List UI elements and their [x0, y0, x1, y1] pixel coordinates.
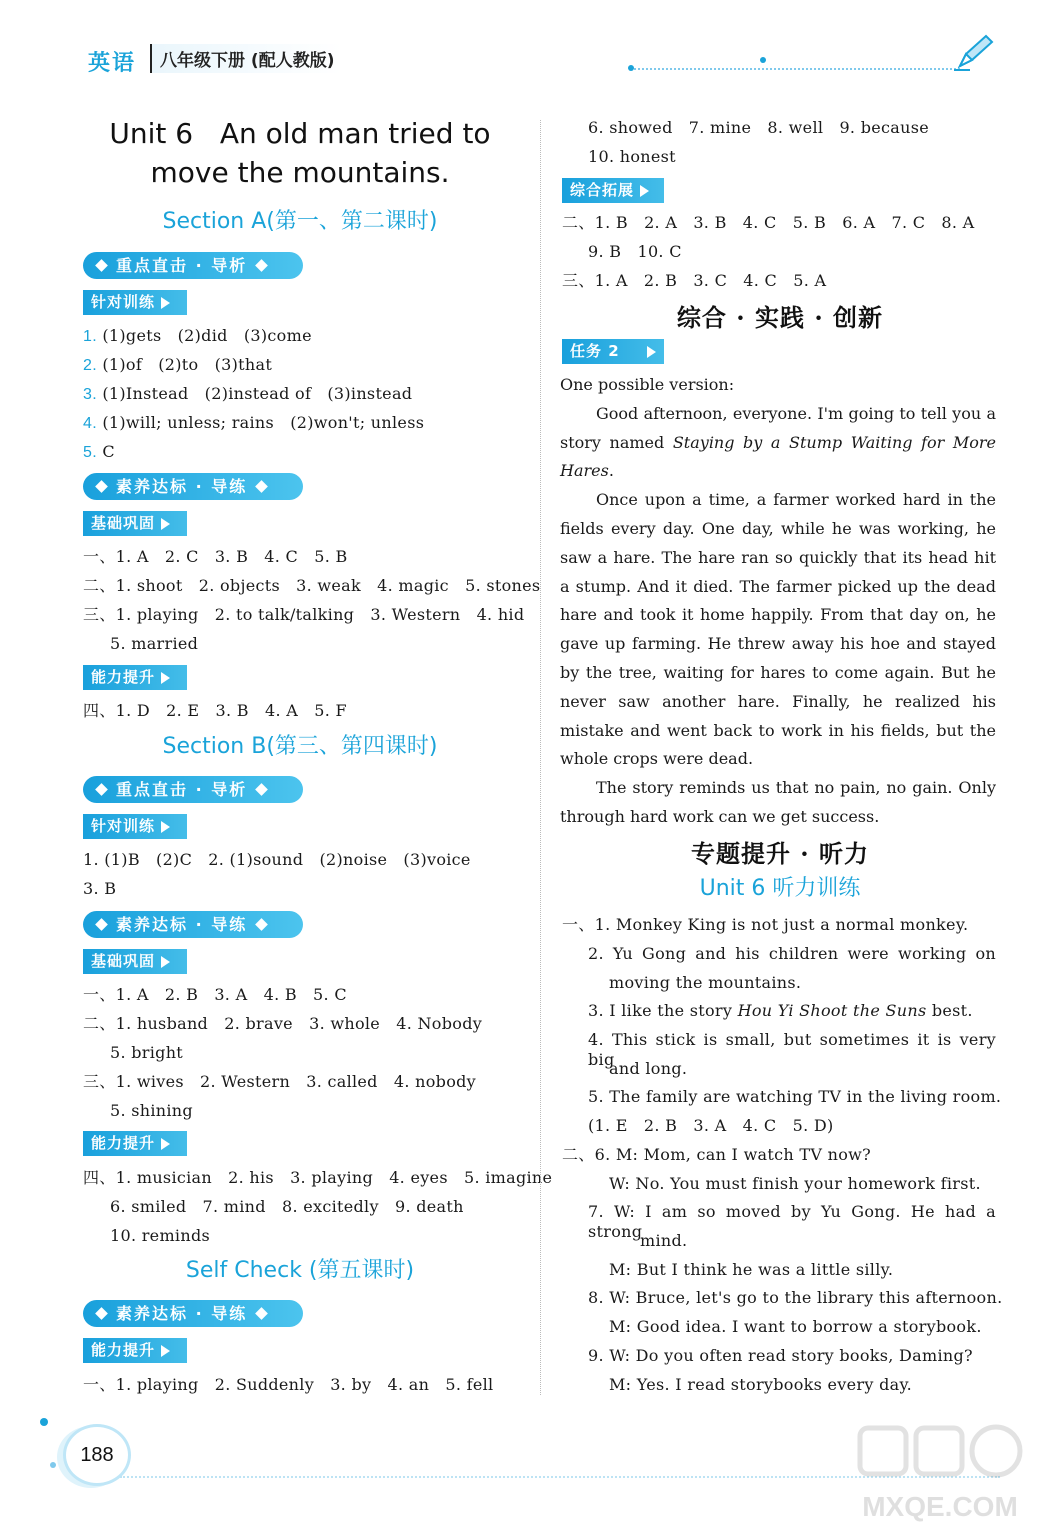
listening-topic-title: 专题提升 · 听力: [690, 839, 870, 868]
banner-key-points: [83, 776, 303, 803]
tag-comprehensive: [562, 178, 664, 203]
section-b-title: Section B(第三、第四课时): [162, 734, 438, 759]
listening-line: 7. W: I am so moved by Yu Gong. He had a strong: [588, 1202, 996, 1241]
play-arrow-icon: [161, 956, 170, 968]
play-arrow-icon: [161, 1345, 170, 1357]
banner-label: 重点直击 · 导析: [116, 780, 248, 799]
pencil-icon: [952, 32, 996, 72]
essay-paragraph: The story reminds us that no pain, no gain. Only through hard work can we get success.: [560, 778, 996, 826]
banner-label: 素养达标 · 导练: [116, 1304, 248, 1323]
listening-line: W: No. You must finish your homework first.: [609, 1174, 981, 1193]
tag-task: [562, 339, 664, 364]
essay-paragraph: Good afternoon, everyone. I'm going to tell you a story named Staying by a Stump Waiting for More Hares.: [560, 403, 997, 481]
diamond-icon: [95, 259, 108, 272]
practice-innovation-title: 综合 · 实践 · 创新: [676, 303, 884, 332]
tag-label: 综合拓展: [570, 181, 635, 199]
listening-line: 2. Yu Gong and his children were working on: [588, 944, 996, 963]
answer-line: 四、1. D 2. E 3. B 4. A 5. F: [83, 701, 347, 720]
watermark-logo: [850, 1420, 1030, 1530]
diamond-icon: [255, 918, 268, 931]
self-check-title: Self Check (第五课时): [185, 1258, 415, 1283]
tag-ability: [83, 1338, 187, 1363]
answer-line: 三、1. wives 2. Western 3. called 4. nobody: [83, 1072, 477, 1091]
diamond-icon: [255, 259, 268, 272]
play-arrow-icon: [161, 672, 170, 684]
answer-line: 5. married: [110, 634, 199, 653]
answer-line: 一、1. A 2. C 3. B 4. C 5. B: [83, 547, 348, 566]
unit-title: [60, 114, 540, 192]
diamond-icon: [95, 918, 108, 931]
diamond-icon: [255, 783, 268, 796]
tag-targeted-practice: [83, 290, 187, 315]
answer-line: 二、1. husband 2. brave 3. whole 4. Nobody: [83, 1014, 483, 1033]
answer-line: 5. bright: [110, 1043, 184, 1062]
header-dotted-line: [630, 68, 960, 70]
answer-line: 3. B: [83, 879, 117, 898]
footer-dot: [50, 1462, 56, 1468]
play-arrow-icon: [161, 1138, 170, 1150]
answer-line: 2. (1)of (2)to (3)that: [83, 355, 273, 374]
tag-ability: [83, 1131, 187, 1156]
listening-line: mind.: [640, 1231, 688, 1250]
diamond-icon: [95, 480, 108, 493]
tag-basic: [83, 949, 187, 974]
answer-line: 二、1. shoot 2. objects 3. weak 4. magic 5. stones: [83, 576, 541, 595]
essay-intro: One possible version:: [560, 375, 735, 394]
listening-line: M: Good idea. I want to borrow a storybook.: [609, 1317, 982, 1336]
tag-basic: [83, 511, 187, 536]
section-a-title: Section A(第一、第二课时): [162, 209, 438, 234]
tag-label: 能力提升: [91, 1341, 156, 1359]
banner-literacy: [83, 1300, 303, 1327]
banner-label: 素养达标 · 导练: [116, 477, 248, 496]
listening-line: 8. W: Bruce, let's go to the library this afternoon.: [588, 1288, 1003, 1307]
tag-label: 基础巩固: [91, 952, 156, 970]
answer-line: 5. shining: [110, 1101, 193, 1120]
banner-label: 重点直击 · 导析: [116, 256, 248, 275]
banner-literacy: [83, 911, 303, 938]
answer-line: 三、1. playing 2. to talk/talking 3. Western 4. hid: [83, 605, 525, 624]
footer-dot: [40, 1418, 48, 1426]
answer-line: 一、1. A 2. B 3. A 4. B 5. C: [83, 985, 347, 1004]
header-dot: [628, 65, 634, 71]
essay: [560, 371, 996, 832]
listening-line: M: But I think he was a little silly.: [609, 1260, 894, 1279]
listening-line: M: Yes. I read storybooks every day.: [609, 1375, 913, 1394]
listening-line: 9. W: Do you often read story books, Daming?: [588, 1346, 973, 1365]
unit-title-line-1: Unit 6 An old man tried to: [109, 117, 491, 150]
answer-line: 6. smiled 7. mind 8. excitedly 9. death: [110, 1197, 464, 1216]
listening-line: 4. This stick is small, but sometimes it is very big: [588, 1030, 996, 1069]
banner-literacy: [83, 473, 303, 500]
banner-key-points: [83, 252, 303, 279]
tag-label: 能力提升: [91, 1134, 156, 1152]
answer-line: 1. (1)gets (2)did (3)come: [83, 326, 312, 345]
play-arrow-icon: [640, 185, 649, 197]
tag-targeted-practice: [83, 814, 187, 839]
column-divider: [540, 120, 541, 1395]
tag-label: 针对训练: [91, 817, 156, 835]
diamond-icon: [255, 480, 268, 493]
listening-line: 二、6. M: Mom, can I watch TV now?: [562, 1145, 872, 1164]
play-arrow-icon: [161, 518, 170, 530]
answer-line: 6. showed 7. mine 8. well 9. because: [588, 118, 929, 137]
tag-label: 针对训练: [91, 293, 156, 311]
listening-line: and long.: [609, 1059, 688, 1078]
play-arrow-icon: [161, 297, 170, 309]
diamond-icon: [255, 1307, 268, 1320]
essay-paragraph: Once upon a time, a farmer worked hard in the fields every day. One day, while he was working, he saw a hare. The hare ran so quickly that its head hit a stump. And it died. The farmer picked up the dead hare and took it home happily. From that day on, he gave up farming. He threw away his hoe and stayed by the tree, waiting for hares to come again. But he never saw another hare. Finally, he realized his mistake and went back to work in his fields, but the whole crops were dead.: [560, 490, 996, 769]
answer-line: 一、1. playing 2. Suddenly 3. by 4. an 5. fell: [83, 1375, 494, 1394]
diamond-icon: [95, 783, 108, 796]
unit-title-line-2: move the mountains.: [150, 156, 450, 189]
book-label: 八年级下册 (配人教版): [150, 44, 342, 73]
tag-label: 任务 2: [570, 342, 620, 360]
header-dot: [760, 57, 766, 63]
answer-line: 10. reminds: [110, 1226, 210, 1245]
listening-unit-title: Unit 6 听力训练: [699, 876, 861, 901]
watermark-text: MXQE.COM: [862, 1491, 1018, 1522]
play-arrow-icon: [161, 821, 170, 833]
answer-line: 1. (1)B (2)C 2. (1)sound (2)noise (3)voice: [83, 850, 471, 869]
banner-label: 素养达标 · 导练: [116, 915, 248, 934]
play-arrow-icon: [647, 346, 656, 358]
tag-ability: [83, 665, 187, 690]
listening-line: 一、1. Monkey King is not just a normal monkey.: [562, 915, 969, 934]
answer-line: 9. B 10. C: [588, 242, 682, 261]
answer-line: 10. honest: [588, 147, 676, 166]
subject-label: 英语: [88, 51, 137, 76]
listening-line: 5. The family are watching TV in the living room.: [588, 1087, 1002, 1106]
listening-answers: (1. E 2. B 3. A 4. C 5. D): [588, 1116, 834, 1135]
listening-line: 3. I like the story Hou Yi Shoot the Suns best.: [588, 1001, 973, 1020]
story-title: Staying by a Stump Waiting for More Hares: [560, 432, 997, 481]
listening-line: moving the mountains.: [609, 973, 802, 992]
diamond-icon: [95, 1307, 108, 1320]
tag-label: 基础巩固: [91, 514, 156, 532]
answer-line: 3. (1)Instead (2)instead of (3)instead: [83, 384, 413, 403]
answer-line: 二、1. B 2. A 3. B 4. C 5. B 6. A 7. C 8. A: [562, 213, 975, 232]
page-number: 188: [63, 1424, 131, 1486]
answer-line: 四、1. musician 2. his 3. playing 4. eyes 5. imagine: [83, 1168, 553, 1187]
answer-line: 4. (1)will; unless; rains (2)won't; unless: [83, 413, 425, 432]
tag-label: 能力提升: [91, 668, 156, 686]
answer-line: 三、1. A 2. B 3. C 4. C 5. A: [562, 271, 827, 290]
answer-line: 5. C: [83, 442, 115, 461]
story-title: Hou Yi Shoot the Suns: [737, 1001, 927, 1020]
